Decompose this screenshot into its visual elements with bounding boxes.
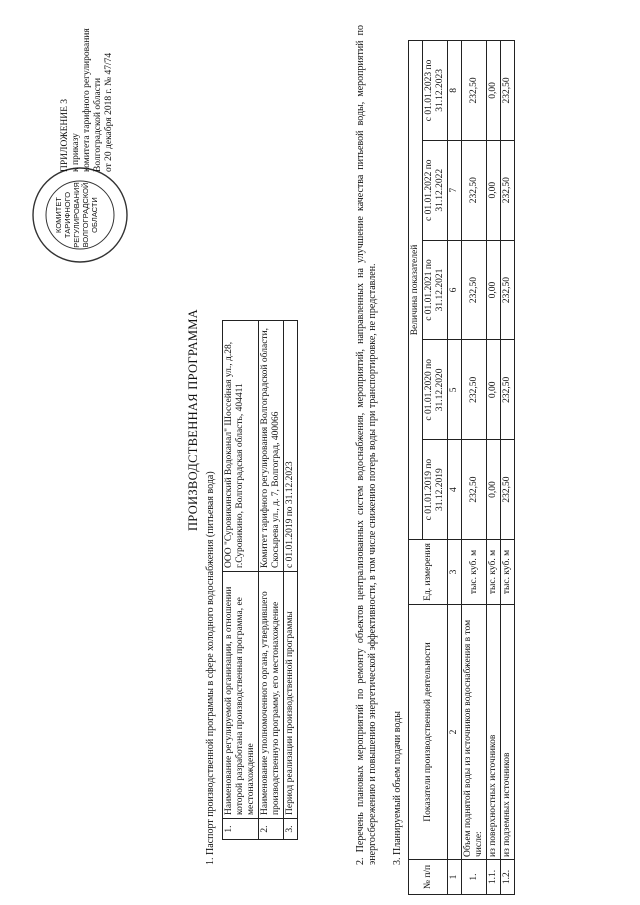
approval-line: ПРИЛОЖЕНИЕ 3 [60, 98, 70, 172]
row-value: 0,00 [487, 41, 501, 141]
approval-line: от 20 декабря 2018 г. № 47/74 [104, 52, 114, 172]
table-row [501, 41, 515, 895]
row-value: 232,50 [501, 340, 515, 440]
col-number: 5 [448, 340, 462, 440]
passport-num: 1. [223, 819, 259, 840]
row-unit: тыс. куб. м [487, 540, 501, 605]
passport-label: Период реализации производственной программы [284, 572, 298, 819]
col-number: 1 [448, 860, 462, 895]
row-value: 0,00 [487, 440, 501, 540]
row-value: 232,50 [501, 240, 515, 340]
row-num: 1.1. [487, 860, 501, 895]
header-indicator: Показатели производственной деятельности [409, 605, 448, 860]
col-number: 3 [448, 540, 462, 605]
row-value: 0,00 [487, 140, 501, 240]
col-number: 2 [448, 605, 462, 860]
table-row [259, 321, 284, 840]
passport-value: с 01.01.2019 по 31.12.2023 [284, 321, 298, 572]
approval-line: Волгоградской области [93, 77, 103, 172]
passport-label: Наименование регулируемой организации, в отношении которой разработана производственная программа, ее местонахождение [223, 572, 259, 819]
col-number: 6 [448, 240, 462, 340]
section1-heading: 1. Паспорт производственной программы в сфере холодного водоснабжения (питьевая вода) [205, 471, 216, 865]
row-unit: тыс. куб. м [462, 540, 487, 605]
header-group: Величина показателей [409, 41, 423, 540]
row-value: 232,50 [501, 440, 515, 540]
row-name: Объем поднятой воды из источников водоснабжения в том числе: [462, 605, 487, 860]
passport-num: 3. [284, 819, 298, 840]
passport-num: 2. [259, 819, 284, 840]
table-row [462, 41, 487, 895]
row-value: 0,00 [487, 240, 501, 340]
section2-text: 2. Перечень плановых мероприятий по ремонту объектов централизованных систем водоснабжения, мероприятий, направленных на улучшение качества питьевой воды, мероприятий по энергосбережению и повышению энергетической эффективности, в том числе снижению потерь воды при транспортировке, не представлен. [355, 25, 378, 865]
table-header-row [409, 41, 423, 895]
column-number-row [448, 41, 462, 895]
approval-line: к приказу [71, 133, 81, 172]
col-number: 7 [448, 140, 462, 240]
header-period: с 01.01.2022 по 31.12.2022 [423, 140, 448, 240]
header-period: с 01.01.2019 по 31.12.2019 [423, 440, 448, 540]
passport-label: Наименование уполномоченного органа, утвердившего производственную программу, его местонахождение [259, 572, 284, 819]
col-number: 8 [448, 41, 462, 141]
volume-table [408, 40, 515, 895]
document-title: ПРОИЗВОДСТВЕННАЯ ПРОГРАММА [186, 308, 200, 532]
table-row [487, 41, 501, 895]
header-period: с 01.01.2023 по 31.12.2023 [423, 41, 448, 141]
header-period: с 01.01.2020 по 31.12.2020 [423, 340, 448, 440]
row-value: 232,50 [462, 41, 487, 141]
row-value: 232,50 [462, 340, 487, 440]
row-num: 1.2. [501, 860, 515, 895]
row-name: из поверхностных источников [487, 605, 501, 860]
approval-block [60, 28, 115, 172]
header-num: № п/п [409, 860, 448, 895]
row-value: 232,50 [462, 240, 487, 340]
header-unit: Ед. измерения [409, 540, 448, 605]
row-value: 0,00 [487, 340, 501, 440]
row-name: из подземных источников [501, 605, 515, 860]
col-number: 4 [448, 440, 462, 540]
passport-value: Комитет тарифного регулирования Волгоградской области, Скосырева ул., д. 7, Волгоград, 400066 [259, 321, 284, 572]
row-value: 232,50 [501, 41, 515, 141]
row-value: 232,50 [462, 140, 487, 240]
row-value: 232,50 [462, 440, 487, 540]
stamp-center-text: КОМИТЕТ ТАРИФНОГО РЕГУЛИРОВАНИЯ ВОЛГОГРАДСКОЙ ОБЛАСТИ [54, 182, 99, 248]
approval-line: комитета тарифного регулирования [82, 28, 92, 172]
passport-table [222, 320, 298, 840]
row-value: 232,50 [501, 140, 515, 240]
row-unit: тыс. куб. м [501, 540, 515, 605]
table-row [284, 321, 298, 840]
section3-heading: 3. Планируемый объем подачи воды [392, 711, 403, 865]
header-period: с 01.01.2021 по 31.12.2021 [423, 240, 448, 340]
passport-value: ООО "Суровикинский Водоканал" Шоссейная ул., д.28, г.Суровикино, Волгоградская область, 404411 [223, 321, 259, 572]
row-num: 1. [462, 860, 487, 895]
table-row [223, 321, 259, 840]
